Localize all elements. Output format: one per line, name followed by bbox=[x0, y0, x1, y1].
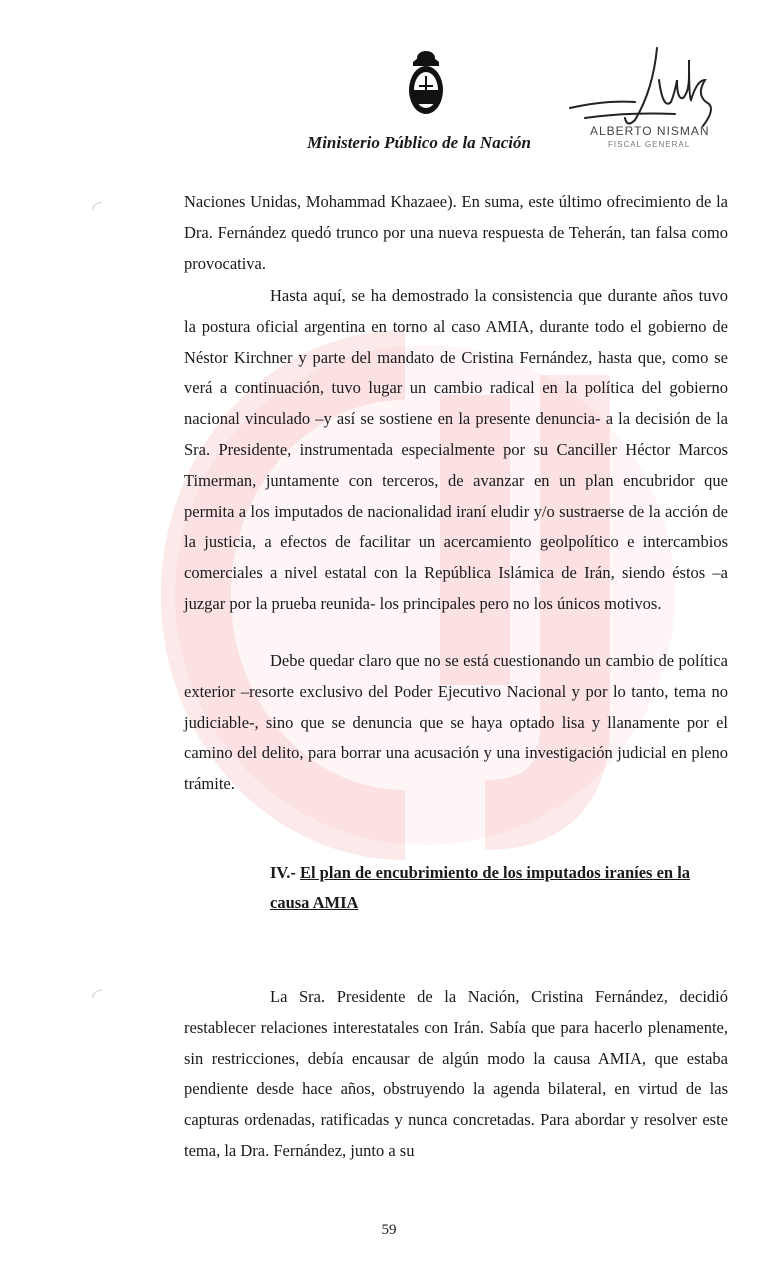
paragraph-3: Debe quedar claro que no se está cuestionando un cambio de política exterior –resorte exclusivo del Poder Ejecutivo Nacional y por lo tanto, tema no judiciable-, sino que se denuncia que se haya optado lisa y llanamente por el camino del delito, para borrar una acusación y una investigación judicial en pleno trámite. bbox=[184, 651, 728, 794]
coat-of-arms-icon bbox=[405, 46, 447, 118]
paragraph-4: La Sra. Presidente de la Nación, Cristina Fernández, decidió restablecer relaciones interestatales con Irán. Sabía que para hacerlo plenamente, sin restricciones, debía encausar de algún modo la causa AMIA, que estaba pendiente desde hace años, obstruyendo la agenda bilateral, en virtud de las capturas ordenadas, ratificadas y nunca concretadas. Para abordar y resolver este tema, la Dra. Fernández, junto a su bbox=[184, 987, 728, 1160]
page-number: 59 bbox=[381, 1222, 397, 1238]
heading-number: IV.- bbox=[270, 863, 296, 882]
paragraph-1: Naciones Unidas, Mohammad Khazaee). En suma, este último ofrecimiento de la Dra. Fernández quedó trunco por una nueva respuesta de Teherán, tan falsa como provocativa. bbox=[184, 192, 728, 273]
section-heading bbox=[270, 858, 728, 918]
signature-name: ALBERTO NISMAN bbox=[590, 124, 710, 138]
heading-title: El plan de encubrimiento de los imputados iraníes en la causa AMIA bbox=[270, 863, 691, 912]
margin-mark-icon bbox=[90, 988, 104, 1002]
paragraph-2: Hasta aquí, se ha demostrado la consistencia que durante años tuvo la postura oficial argentina en torno al caso AMIA, durante todo el gobierno de Néstor Kirchner y parte del mandato de Cristina Fernández, hasta que, como se verá a continuación, tuvo lugar un cambio radical en la política del gobierno nacional vinculado –y así se sostiene en la presente denuncia- a la decisión de la Sra. Presidente, instrumentada especialmente por su Canciller Héctor Marcos Timerman, juntamente con terceros, de avanzar en un plan encubridor que permita a los imputados de nacionalidad iraní eludir y/o sustraerse de la acción de la justicia, a efectos de facilitar un acercamiento geolpolítico e intercambios comerciales a nivel estatal con la República Islámica de Irán, siendo éstos –a juzgar por la prueba reunida- los principales pero no los únicos motivos. bbox=[184, 286, 728, 613]
signature-role: FISCAL GENERAL bbox=[608, 140, 691, 149]
ministry-title: Ministerio Público de la Nación bbox=[307, 133, 531, 152]
margin-mark-icon bbox=[90, 200, 104, 214]
